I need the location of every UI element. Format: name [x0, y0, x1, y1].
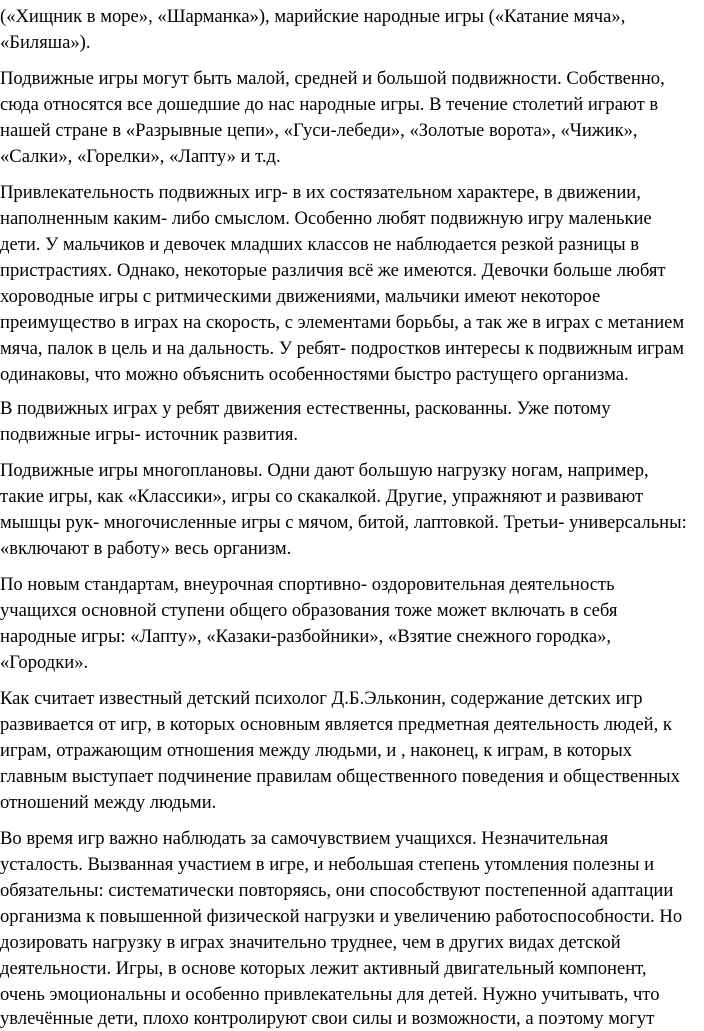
text-line: такие игры, как «Классики», игры со скакалкой. Другие, упражняют и развивают: [0, 486, 644, 507]
text-line: развивается от игр, в которых основным является предметная деятельность людей, к: [0, 714, 672, 735]
text-line: организма к повышенной физической нагрузки и увеличению работоспособности. Но: [0, 906, 683, 927]
text-line: хороводные игры с ритмическими движениями, мальчики имеют некоторое: [0, 286, 601, 307]
text-line: увлечённые дети, плохо контролируют свои силы и возможности, а поэтому могут: [0, 1008, 655, 1029]
text-line: пристрастиях. Однако, некоторые различия всё же имеются. Девочки больше любят: [0, 260, 666, 281]
text-line: деятельности. Игры, в основе которых лежит активный двигательный компонент,: [0, 958, 647, 979]
text-line: «Салки», «Горелки», «Лапту» и т.д.: [0, 146, 281, 167]
text-line: Подвижные игры многоплановы. Одни дают большую нагрузку ногам, например,: [0, 460, 649, 481]
text-line: В подвижных играх у ребят движения естественны, раскованны. Уже потому: [0, 398, 611, 419]
text-line: По новым стандартам, внеурочная спортивно- оздоровительная деятельность: [0, 574, 615, 595]
text-line: нашей стране в «Разрывные цепи», «Гуси-лебеди», «Золотые ворота», «Чижик»,: [0, 120, 638, 141]
text-line: народные игры: «Лапту», «Казаки-разбойники», «Взятие снежного городка»,: [0, 626, 612, 647]
text-line: подвижные игры- источник развития.: [0, 424, 299, 445]
text-line: отношений между людьми.: [0, 792, 217, 813]
text-line: главным выступает подчинение правилам общественного поведения и общественных: [0, 766, 680, 787]
text-line: дозировать нагрузку в играх значительно труднее, чем в других видах детской: [0, 932, 621, 953]
text-line: «Городки».: [0, 652, 89, 673]
text-line: усталость. Вызванная участием в игре, и небольшая степень утомления полезны и: [0, 854, 655, 875]
text-line: обязательны: систематически повторяясь, они способствуют постепенной адаптации: [0, 880, 674, 901]
text-line: мышцы рук- многочисленные игры с мячом, битой, лаптовкой. Третьи- универсальны:: [0, 512, 687, 533]
text-line: одинаковы, что можно объяснить особенностями быстро растущего организма.: [0, 364, 629, 385]
text-line: («Хищник в море», «Шарманка»), марийские народные игры («Катание мяча»,: [0, 6, 626, 27]
text-line: «Биляша»).: [0, 32, 91, 53]
text-line: дети. У мальчиков и девочек младших классов не наблюдается резкой разницы в: [0, 234, 640, 255]
text-line: «включают в работу» весь организм.: [0, 538, 292, 559]
text-line: Подвижные игры могут быть малой, средней и большой подвижности. Собственно,: [0, 68, 665, 89]
text-line: учащихся основной ступени общего образования тоже может включать в себя: [0, 600, 618, 621]
text-line: преимущество в играх на скорость, с элементами борьбы, а так же в играх с метанием: [0, 312, 685, 333]
text-line: наполненным каким- либо смыслом. Особенно любят подвижную игру маленькие: [0, 208, 652, 229]
text-line: сюда относятся все дошедшие до нас народные игры. В течение столетий играют в: [0, 94, 659, 115]
text-line: мяча, палок в цель и на дальность. У ребят- подростков интересы к подвижным играм: [0, 338, 685, 359]
text-line: Привлекательность подвижных игр- в их состязательном характере, в движении,: [0, 182, 641, 203]
text-line: играм, отражающим отношения между людьми, и , наконец, к играм, в которых: [0, 740, 633, 761]
text-line: Как считает известный детский психолог Д.Б.Эльконин, содержание детских игр: [0, 688, 643, 709]
text-line: Во время игр важно наблюдать за самочувствием учащихся. Незначительная: [0, 828, 609, 849]
text-line: очень эмоциональны и особенно привлекательны для детей. Нужно учитывать, что: [0, 984, 660, 1005]
